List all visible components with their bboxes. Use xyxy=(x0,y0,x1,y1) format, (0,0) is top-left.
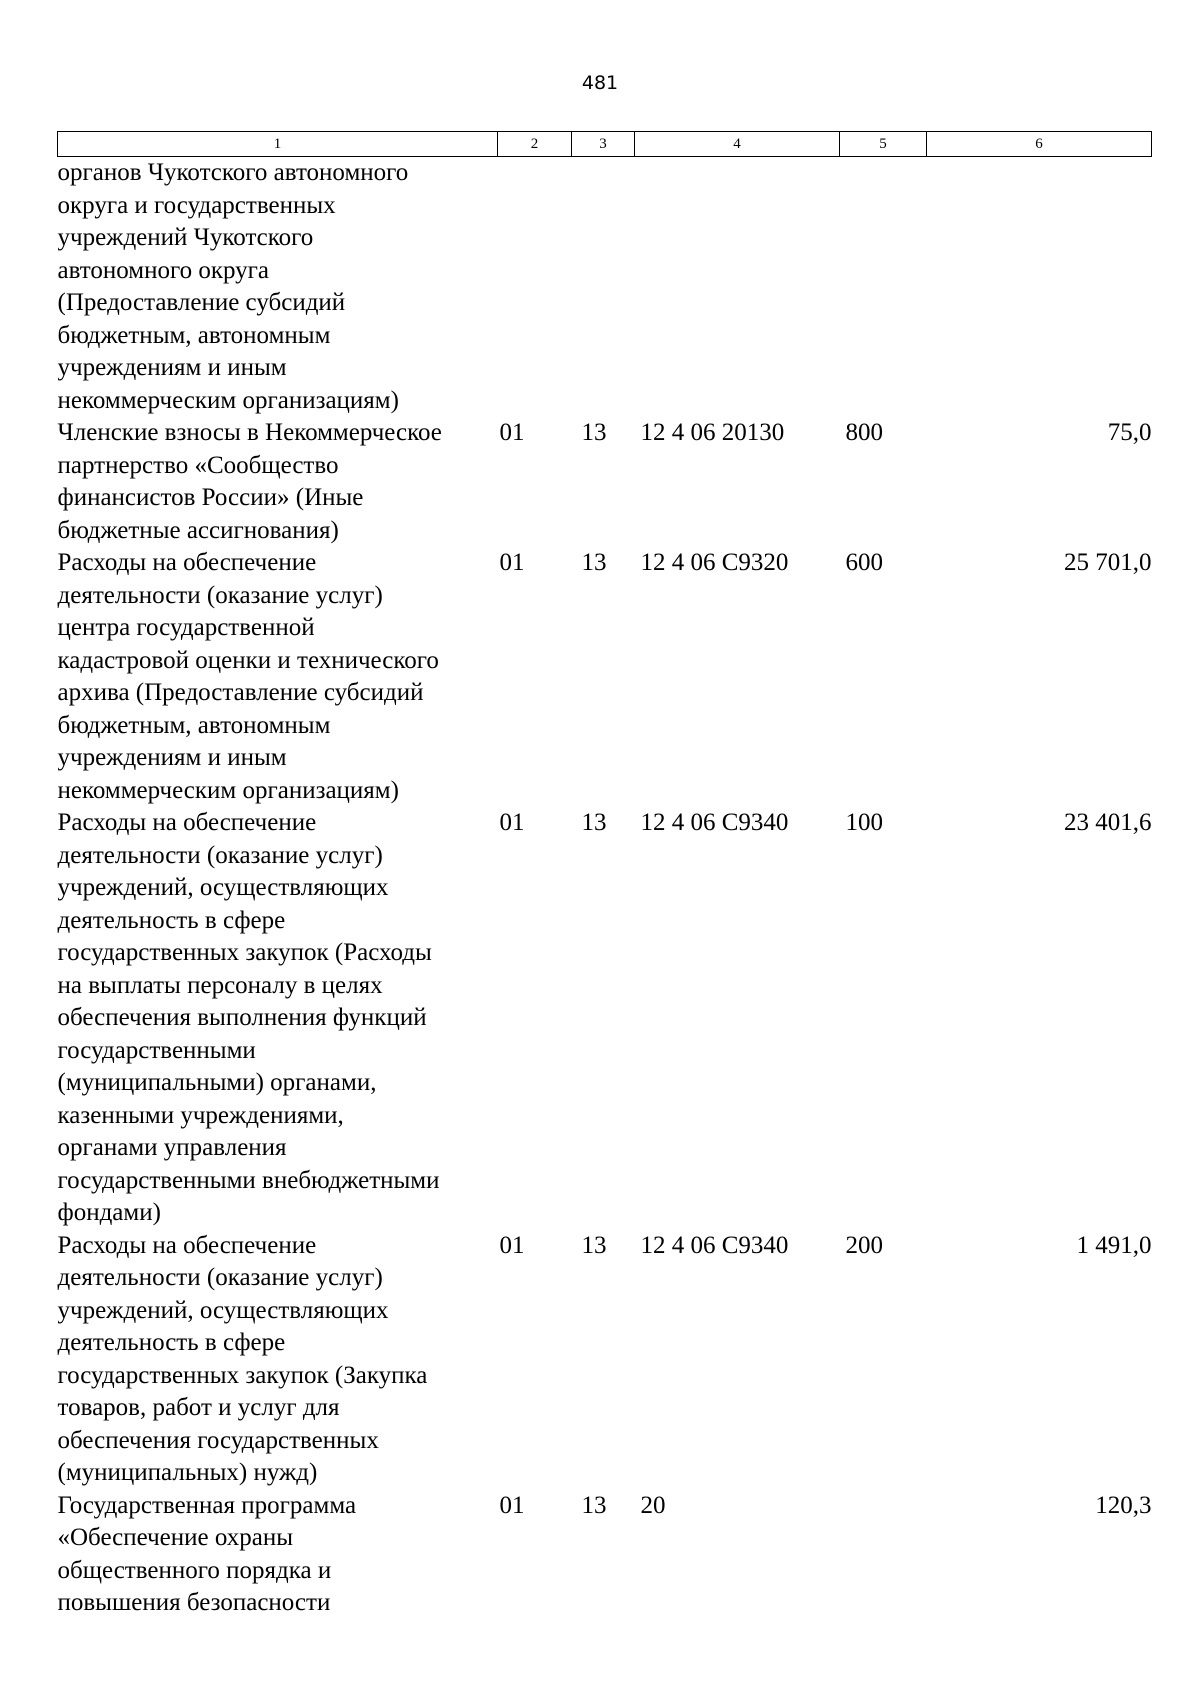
row-section: 01 xyxy=(499,1231,525,1259)
row-target-code: 12 4 06 С9340 xyxy=(640,809,789,836)
row-subsection: 13 xyxy=(581,1231,607,1259)
header-col-4: 4 xyxy=(635,132,840,157)
row-name: органов Чукотского автономного округа и государственных учреждений Чукотского автономного округа (Предоставление субсидий бюджетным, автономным учреждениям и иным некоммерческим организациям) xyxy=(57,159,409,414)
row-target-code: 12 4 06 20130 xyxy=(640,419,785,446)
row-expense-type: 200 xyxy=(845,1231,883,1259)
row-expense-type: 600 xyxy=(845,549,883,576)
row-expense-type xyxy=(840,1490,927,1620)
table-row xyxy=(58,1490,1152,1620)
row-subsection: 13 xyxy=(581,549,607,576)
row-expense-type: 800 xyxy=(845,419,883,446)
row-section: 01 xyxy=(499,549,525,576)
table-row xyxy=(58,157,1152,418)
row-subsection: 13 xyxy=(581,1491,607,1519)
row-subsection: 13 xyxy=(581,419,607,446)
header-col-6: 6 xyxy=(927,132,1152,157)
table-row xyxy=(58,807,1152,1230)
table-row xyxy=(58,1230,1152,1490)
row-name: Членские взносы в Некоммерческое партнерство «Сообщество финансистов России» (Иные бюджетные ассигнования) xyxy=(57,419,442,544)
header-col-5: 5 xyxy=(840,132,927,157)
row-target-code xyxy=(635,157,840,418)
header-col-1: 1 xyxy=(58,132,498,157)
row-section: 01 xyxy=(499,809,525,836)
header-row xyxy=(58,132,1152,157)
budget-table xyxy=(57,131,1152,1620)
row-amount: 120,3 xyxy=(1095,1491,1152,1519)
row-section xyxy=(498,157,572,418)
table-row xyxy=(58,547,1152,807)
table-row xyxy=(58,417,1152,547)
row-name: Государственная программа «Обеспечение охраны общественного порядка и повышения безопасности xyxy=(57,1491,357,1616)
row-amount: 25 701,0 xyxy=(1064,549,1152,576)
row-name: Расходы на обеспечение деятельности (оказание услуг) учреждений, осуществляющих деятельность в сфере государственных закупок (Расходы на выплаты персоналу в целях обеспечения выполнения функций государственными (муниципальными) органами, казенными учреждениями, органами управления государственными внебюджетными фондами) xyxy=(57,809,440,1226)
row-section: 01 xyxy=(499,1491,525,1519)
row-expense-type: 100 xyxy=(845,809,883,836)
row-target-code: 12 4 06 С9320 xyxy=(640,549,789,576)
row-name: Расходы на обеспечение деятельности (оказание услуг) учреждений, осуществляющих деятельность в сфере государственных закупок (Закупка товаров, работ и услуг для обеспечения государственных (муниципальных) нужд) xyxy=(57,1231,428,1486)
page-number: 481 xyxy=(581,72,619,94)
row-expense-type xyxy=(840,157,927,418)
row-amount: 23 401,6 xyxy=(1064,809,1152,836)
header-col-2: 2 xyxy=(498,132,572,157)
row-target-code: 20 xyxy=(640,1491,666,1519)
row-subsection: 13 xyxy=(581,809,607,836)
row-target-code: 12 4 06 С9340 xyxy=(640,1231,789,1259)
row-subsection xyxy=(572,157,635,418)
row-section: 01 xyxy=(499,419,525,446)
header-col-3: 3 xyxy=(572,132,635,157)
row-name: Расходы на обеспечение деятельности (оказание услуг) центра государственной кадастровой оценки и технического архива (Предоставление субсидий бюджетным, автономным учреждениям и иным некоммерческим организациям) xyxy=(57,549,439,804)
row-amount: 1 491,0 xyxy=(1076,1231,1152,1259)
row-amount xyxy=(927,157,1152,418)
row-amount: 75,0 xyxy=(1107,419,1152,446)
